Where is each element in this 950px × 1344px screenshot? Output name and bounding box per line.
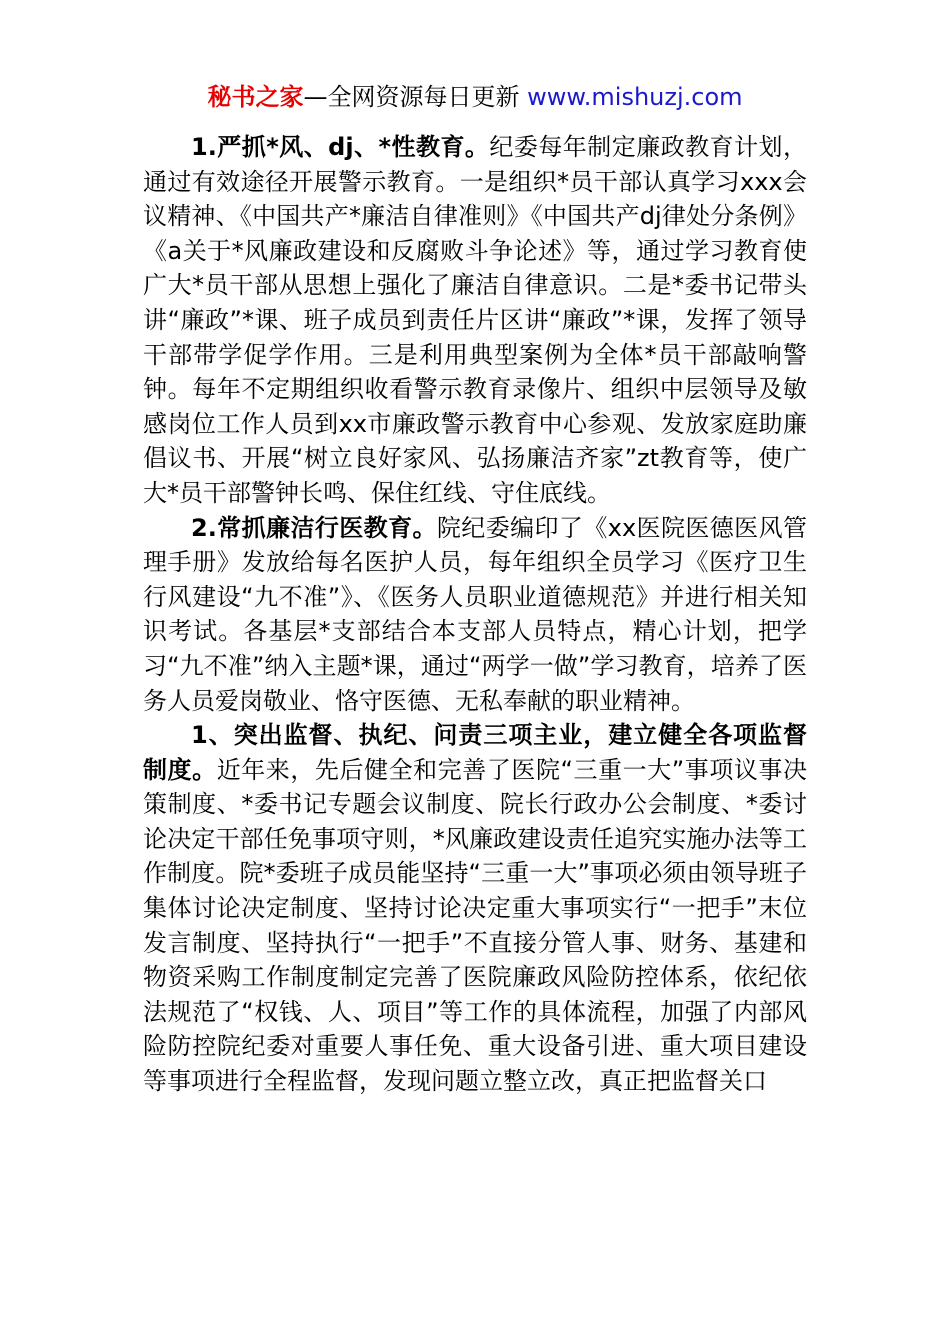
brand-name: 秘书之家	[207, 83, 304, 111]
paragraph-medical-ethics	[143, 511, 807, 719]
paragraph-education	[143, 130, 807, 511]
paragraph-text: 近年来，先后健全和完善了医院“三重一大”事项议事决策制度、*委书记专题会议制度、院长行政办公会制度、*委讨论决定干部任免事项守则，*风廉政建设责任追究实施办法等工作制度。院*委班子成员能坚持“三重一大”事项必须由领导班子集体讨论决定制度、坚持讨论决定重大事项实行“一把手”末位发言制度、坚持执行“一把手”不直接分管人事、财务、基建和物资采购工作制度制定完善了医院廉政风险防控体系，依纪依法规范了“权钱、人、项目”等工作的具体流程，加强了内部风险防控院纪委对重要人事任免、重大设备引进、重大项目建设等事项进行全程监督，发现问题立整立改，真正把监督关口	[143, 755, 807, 1096]
header-tagline: —全网资源每日更新	[303, 83, 528, 111]
paragraph-supervision	[143, 718, 807, 1099]
paragraph-text: 院纪委编印了《xx医院医德医风管理手册》发放给每名医护人员，每年组织全员学习《医疗卫生行风建设“九不准”》、《医务人员职业道德规范》并进行相关知识考试。各基层*支部结合本支部人员特点，精心计划，把学习“九不准”纳入主题*课，通过“两学一做”学习教育，培养了医务人员爱岗敬业、恪守医德、无私奉献的职业精神。	[143, 513, 807, 715]
site-header	[0, 80, 950, 114]
paragraph-text: 纪委每年制定廉政教育计划，通过有效途径开展警示教育。一是组织*员干部认真学习xxx会议精神、《中国共产*廉洁自律准则》《中国共产dj律处分条例》《a关于*风廉政建设和反腐败斗争论述》等，通过学习教育使广大*员干部从思想上强化了廉洁自律意识。二是*委书记带头讲“廉政”*课、班子成员到责任片区讲“廉政”*课，发挥了领导干部带学促学作用。三是利用典型案例为全体*员干部敲响警钟。每年不定期组织收看警示教育录像片、组织中层领导及敏感岗位工作人员到xx市廉政警示教育中心参观、发放家庭助廉倡议书、开展“树立良好家风、弘扬廉洁齐家”zt教育等，使广大*员干部警钟长鸣、保住红线、守住底线。	[143, 133, 808, 507]
site-url-link[interactable]: www.mishuzj.com	[527, 83, 743, 111]
paragraph-heading: 1.严抓*风、dj、*性教育。	[191, 133, 490, 161]
document-body	[143, 130, 807, 1099]
paragraph-heading: 1、突出监督、执纪、问责三项主业，建立健全各项监督制度。	[143, 721, 807, 784]
paragraph-heading: 2.常抓廉洁行医教育。	[191, 513, 437, 542]
